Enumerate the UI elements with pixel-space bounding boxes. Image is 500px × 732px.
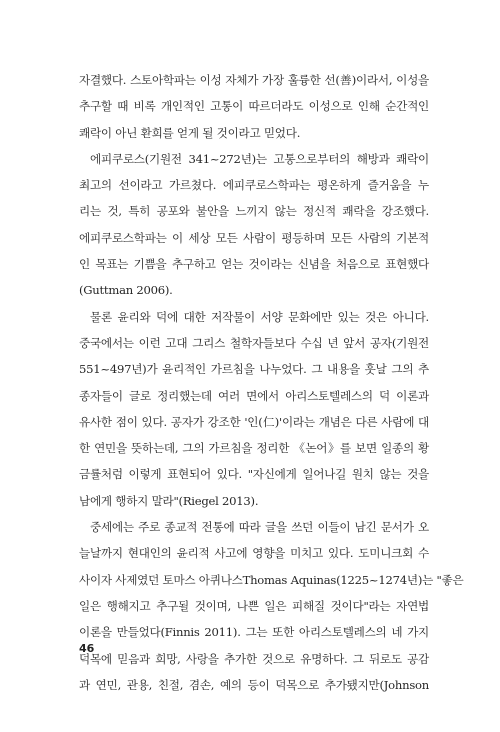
text-line: 물론 윤리와 덕에 대한 저작물이 서양 문화에만 있는 것은 아니다.	[90, 309, 429, 324]
text-line: 551~497년)가 윤리적인 가르침을 나누었다. 그 내용을 훗날 그의 추	[79, 362, 429, 377]
text-line: 중세에는 주로 종교적 전통에 따라 글을 쓰던 이들이 남긴 문서가 오	[90, 520, 429, 535]
text-line: 자결했다. 스토아학파는 이성 자체가 가장 훌륭한 선(善)이라서, 이성을	[79, 73, 429, 87]
text-line: 금률처럼 이렇게 표현되어 있다. "자신에게 일어나길 원치 않는 것을	[79, 467, 429, 482]
text-line: 사이자 사제였던 토마스 아퀴나스Thomas Aquinas(1225~1274년)는 "좋은	[79, 572, 464, 587]
text-line: 남에게 행하지 말라"(Riegel 2013).	[79, 493, 259, 508]
text-line: 리는 것, 특히 공포와 불안을 느끼지 않는 정신적 쾌락을 강조했다.	[79, 204, 429, 219]
text-line: 유사한 점이 있다. 공자가 강조한 '인(仁)'이라는 개념은 다른 사람에 대	[79, 414, 429, 429]
text-line: 인 목표는 기쁨을 추구하고 얻는 것이라는 신념을 처음으로 표현했다	[79, 257, 429, 272]
text-line: 쾌락이 아닌 환희를 얻게 될 것이라고 믿었다.	[79, 125, 301, 140]
text-line: 늘날까지 현대인의 윤리적 사고에 영향을 미치고 있다. 도미니크회 수	[79, 546, 429, 561]
body-text	[79, 67, 464, 698]
text-line: 에피쿠로스학파는 이 세상 모든 사람이 평등하며 모든 사람의 기본적	[79, 230, 429, 245]
text-line: 에피쿠로스(기원전 341~272년)는 고통으로부터의 해방과 쾌락이	[90, 151, 429, 166]
text-line: 일은 행해지고 추구될 것이며, 나쁜 일은 피해질 것이다"라는 자연법	[79, 598, 429, 613]
text-line: (Guttman 2006).	[79, 283, 173, 298]
text-line: 한 연민을 뜻하는데, 그의 가르침을 정리한 《논어》를 보면 일종의 황	[79, 441, 429, 456]
text-line: 덕목에 믿음과 희망, 사랑을 추가한 것으로 유명하다. 그 뒤로도 공감	[79, 651, 429, 666]
paragraph-stoics	[79, 67, 429, 146]
paragraph-confucius	[79, 304, 429, 514]
text-line: 종자들이 글로 정리했는데 여러 면에서 아리스토텔레스의 덕 이론과	[79, 388, 429, 403]
paragraph-epicurus	[79, 146, 429, 304]
text-line: 이론을 만들었다(Finnis 2011). 그는 또한 아리스토텔레스의 네 가지	[79, 625, 429, 640]
text-line: 중국에서는 이런 고대 그리스 철학자들보다 수십 년 앞서 공자(기원전	[79, 335, 429, 350]
paragraph-middle-ages	[79, 514, 464, 698]
page-number: 46	[79, 642, 95, 655]
text-line: 과 연민, 관용, 친절, 겸손, 예의 등이 덕목으로 추가됐지만(Johnson	[79, 677, 429, 692]
text-line: 추구할 때 비록 개인적인 고통이 따르더라도 이성으로 인해 순간적인	[79, 99, 429, 114]
text-line: 최고의 선이라고 가르쳤다. 에피쿠로스학파는 평온하게 즐거움을 누	[79, 178, 429, 193]
